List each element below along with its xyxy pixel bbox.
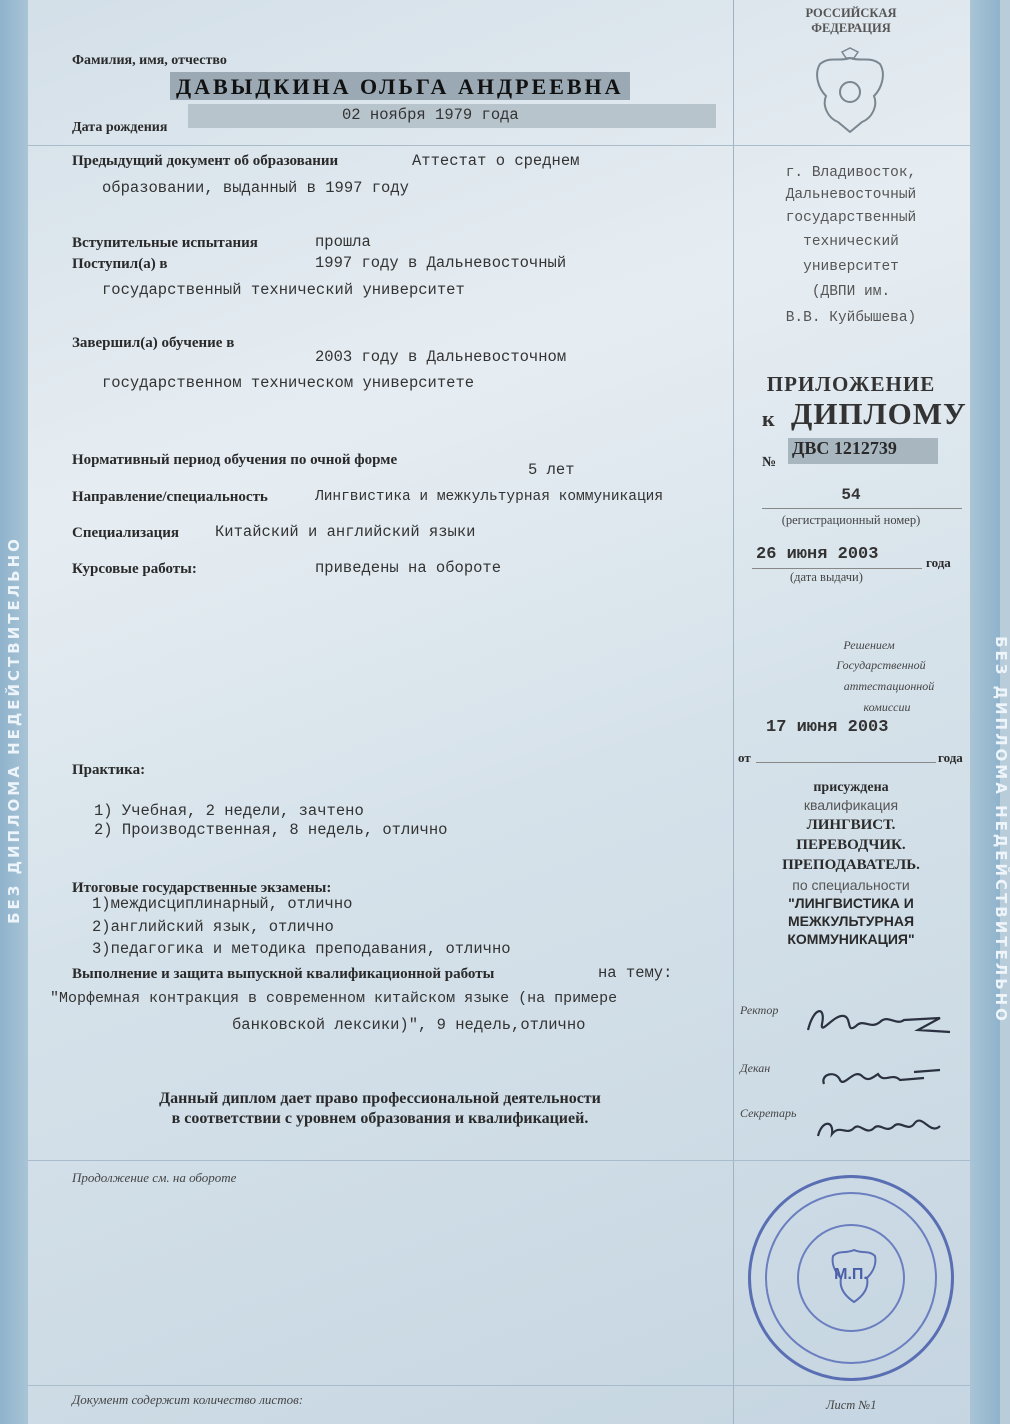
supplement-title-diploma: ДИПЛОМУ <box>791 396 967 431</box>
university-line-1: г. Владивосток, <box>785 165 917 181</box>
footer-divider <box>28 1160 970 1161</box>
admitted-line2: государственный технический университет <box>102 281 465 299</box>
exam-item-3: 3)педагогика и методика преподавания, отлично <box>92 940 511 958</box>
decision-date: 17 июня 2003 <box>766 718 889 737</box>
university-line-4: технический <box>803 234 899 250</box>
rector-signature-icon <box>800 1000 970 1046</box>
prev-doc-line1: Аттестат о среднем <box>412 152 580 170</box>
country-line2: ФЕДЕРАЦИЯ <box>811 21 891 35</box>
sheet-number: Лист №1 <box>826 1398 877 1412</box>
rights-line1: Данный диплом дает право профессиональной деятельности <box>159 1090 601 1107</box>
admitted-line1: 1997 году в Дальневосточный <box>315 254 567 272</box>
university-line-7: В.В. Куйбышева) <box>785 310 917 326</box>
bottom-divider <box>28 1385 970 1386</box>
qualification-line-3: ПРЕПОДАВАТЕЛЬ. <box>782 857 920 873</box>
registration-number: 54 <box>841 486 861 504</box>
period-value: 5 лет <box>528 461 575 479</box>
column-divider <box>733 0 734 1424</box>
decision-underline <box>756 762 936 763</box>
practice-item-2: 2) Производственная, 8 недель, отлично <box>94 821 448 839</box>
university-line-3: государственный <box>785 210 917 226</box>
thesis-line2: банковской лексики)", 9 недель,отлично <box>232 1016 586 1034</box>
decision-line-2: Государственной <box>836 658 926 672</box>
number-sign: № <box>762 455 777 470</box>
exam-item-1: 1)междисциплинарный, отлично <box>92 895 353 913</box>
completed-line2: государственном техническом университете <box>102 374 475 392</box>
rights-line2: в соответствии с уровнем образования и квалификацией. <box>171 1110 589 1127</box>
prev-doc-line2: образовании, выданный в 1997 году <box>102 179 409 197</box>
university-line-6: (ДВПИ им. <box>811 284 891 300</box>
specialty-label: по специальности <box>792 877 910 893</box>
thesis-line1: "Морфемная контракция в современном китайском языке (на примере <box>50 990 618 1007</box>
secretary-label: Секретарь <box>740 1106 797 1120</box>
left-border-watermark: БЕЗ ДИПЛОМА НЕДЕЙСТВИТЕЛЬНО <box>5 536 23 924</box>
specialty-line-3: КОММУНИКАЦИЯ" <box>787 931 915 947</box>
dean-signature-icon <box>814 1058 964 1098</box>
sheets-count-label: Документ содержит количество листов: <box>72 1392 304 1407</box>
supplement-title: ПРИЛОЖЕНИЕ <box>766 372 936 396</box>
issue-date-label: (дата выдачи) <box>790 570 863 584</box>
qualification-label: квалификация <box>803 797 899 813</box>
seal-mp-text: М.П. <box>834 1266 868 1283</box>
university-line-2: Дальневосточный <box>785 187 917 203</box>
specialization-value: Китайский и английский языки <box>215 523 476 541</box>
admitted-label: Поступил(а) в <box>72 256 168 272</box>
header-divider <box>28 145 970 146</box>
thesis-topic-label: на тему: <box>598 964 673 982</box>
entrance-value: прошла <box>315 233 371 251</box>
entrance-label: Вступительные испытания <box>72 235 258 251</box>
issue-date: 26 июня 2003 <box>756 545 879 564</box>
specialization-label: Специализация <box>72 525 180 541</box>
official-seal <box>748 1175 954 1381</box>
fio-label: Фамилия, имя, отчество <box>72 53 227 68</box>
decision-line-4: комиссии <box>863 700 911 714</box>
practice-item-1: 1) Учебная, 2 недели, зачтено <box>94 802 364 820</box>
specialty-line-1: "ЛИНГВИСТИКА И <box>788 895 914 911</box>
decision-year-word: года <box>938 750 963 765</box>
dob-value: 02 ноября 1979 года <box>342 106 519 124</box>
period-label: Нормативный период обучения по очной форме <box>72 452 398 468</box>
completed-label: Завершил(а) обучение в <box>72 335 235 351</box>
reg-underline <box>762 508 962 509</box>
decision-from-word: от <box>738 750 751 765</box>
exams-label: Итоговые государственные экзамены: <box>72 880 332 896</box>
dob-label: Дата рождения <box>72 120 168 135</box>
coursework-label: Курсовые работы: <box>72 561 197 577</box>
issue-year-word: года <box>926 555 951 570</box>
qualification-line-2: ПЕРЕВОДЧИК. <box>796 837 906 853</box>
full-name: ДАВЫДКИНА ОЛЬГА АНДРЕЕВНА <box>176 74 624 99</box>
rector-label: Ректор <box>740 1003 779 1017</box>
diploma-number: ДВС 1212739 <box>792 438 897 458</box>
continuation-note: Продолжение см. на обороте <box>72 1170 237 1185</box>
secretary-signature-icon <box>810 1106 960 1150</box>
dean-label: Декан <box>740 1061 771 1075</box>
decision-line-1: Решением <box>843 638 895 652</box>
awarded-label: присуждена <box>813 780 889 795</box>
thesis-label: Выполнение и защита выпускной квалификационной работы <box>72 966 495 982</box>
exam-item-2: 2)английский язык, отлично <box>92 918 334 936</box>
qualification-line-1: ЛИНГВИСТ. <box>806 817 896 833</box>
right-border-watermark: БЕЗ ДИПЛОМА НЕДЕЙСТВИТЕЛЬНО <box>992 636 1010 1024</box>
issue-underline <box>752 568 922 569</box>
coat-of-arms-icon <box>808 48 892 136</box>
direction-value: Лингвистика и межкультурная коммуникация <box>315 489 664 505</box>
supplement-title-k: к <box>762 406 775 431</box>
direction-label: Направление/специальность <box>72 489 268 505</box>
completed-line1: 2003 году в Дальневосточном <box>315 348 567 366</box>
decision-line-3: аттестационной <box>843 679 935 693</box>
specialty-line-2: МЕЖКУЛЬТУРНАЯ <box>787 913 915 929</box>
country-line1: РОССИЙСКАЯ <box>805 6 897 20</box>
university-line-5: университет <box>803 259 899 275</box>
coursework-value: приведены на обороте <box>315 559 502 577</box>
practice-label: Практика: <box>72 762 146 778</box>
prev-doc-label: Предыдущий документ об образовании <box>72 153 339 169</box>
registration-label: (регистрационный номер) <box>781 513 921 527</box>
